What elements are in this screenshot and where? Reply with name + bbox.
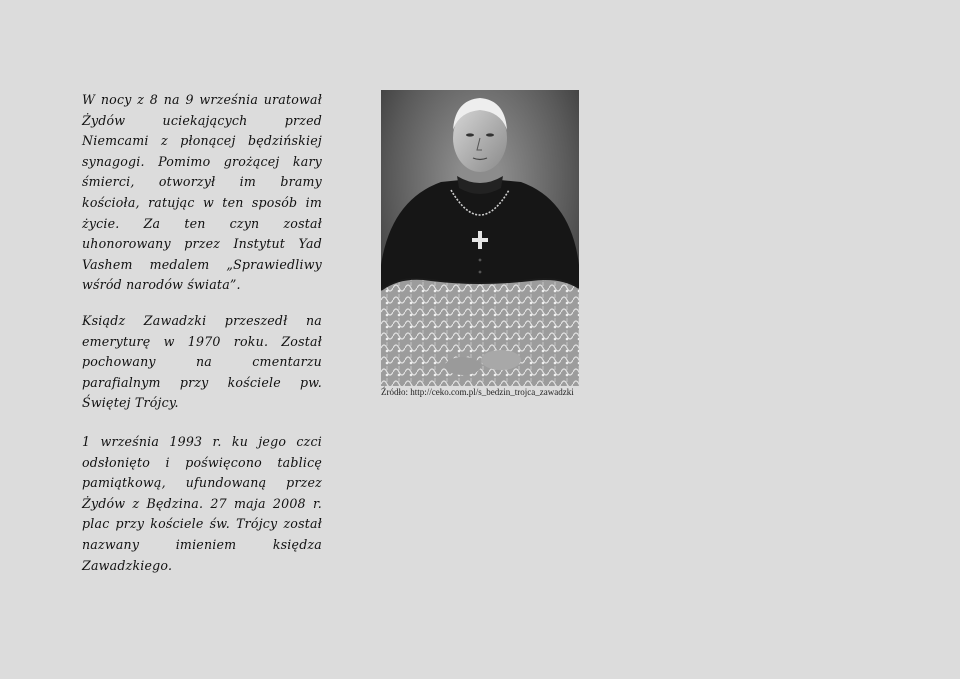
paragraph-rescue: W nocy z 8 na 9 września uratował Żydów uciekających przed Niemcami z płonącej będzińskiej synagogi. Pomimo grożącej kary śmierci, otworzył im bramy kościoła, ratując w ten sposób im życie. Za ten czyn został uhonorowany przez Instytut Yad Vashem medalem „Sprawiedliwy wśród narodów świata”. [82,92,322,293]
paragraph-memorial: 1 września 1993 r. ku jego czci odsłonięto i poświęcono tablicę pamiątkową, ufundowaną przez Żydów z Będzina. 27 maja 2008 r. plac przy kościele św. Trójcy został nazwany imieniem księdza Zawadzkiego. [82,434,322,573]
portrait-illustration [381,90,579,386]
paragraph-retirement: Ksiądz Zawadzki przeszedł na emeryturę w 1970 roku. Został pochowany na cmentarzu parafialnym przy kościele pw. Świętej Trójcy. [82,313,322,411]
priest-portrait-photo [381,90,579,386]
photo-source-caption: Źródło: http://ceko.com.pl/s_bedzin_trojca_zawadzki [381,387,574,397]
